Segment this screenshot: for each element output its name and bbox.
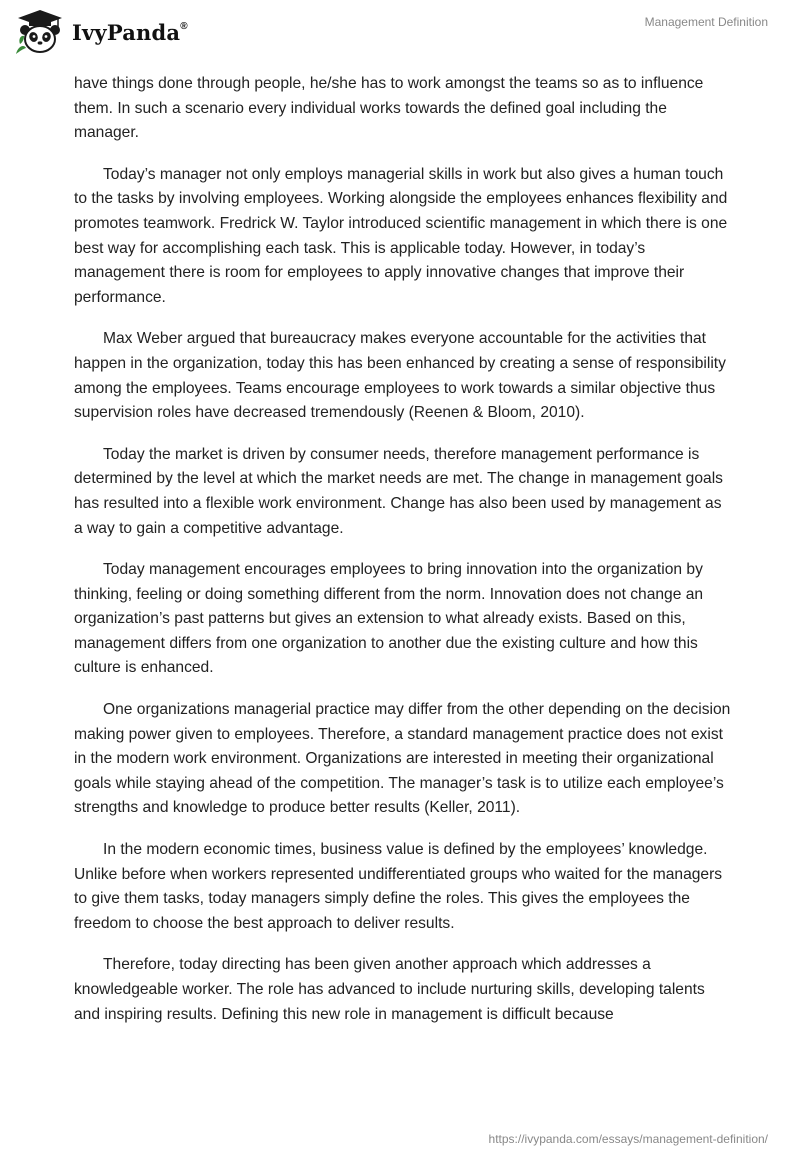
paragraph: In the modern economic times, business value is defined by the employees’ knowledge. Unlike before when workers represented undifferentiated groups who waited for the managers to give them tasks, today managers simply define the roles. This gives the employees the freedom to choose the best approach to deliver results.	[74, 841, 723, 932]
essay-body	[74, 72, 734, 1044]
paragraph: Therefore, today directing has been given another approach which addresses a knowledgeable worker. The role has advanced to include nurturing skills, developing talents and inspiring results. Defining this new role in management is difficult because	[74, 956, 705, 1023]
paragraph: Today management encourages employees to bring innovation into the organization by thinking, feeling or doing something different from the norm. Innovation does not change an organization’s past patterns but gives an extension to what already exists. Based on this, management differs from one organization to another due the existing culture and how this culture is enhanced.	[74, 561, 704, 677]
brand-name: IvyPanda®	[72, 19, 188, 45]
source-url[interactable]: https://ivypanda.com/essays/management-definition/	[488, 1132, 768, 1146]
ivypanda-logo[interactable]	[14, 8, 188, 56]
panda-graduate-icon	[14, 8, 66, 56]
document-title: Management Definition	[644, 15, 768, 29]
paragraph: have things done through people, he/she has to work amongst the teams so as to influence them. In such a scenario every individual works towards the defined goal including the manager.	[74, 75, 704, 142]
paragraph: Today’s manager not only employs managerial skills in work but also gives a human touch to the tasks by involving employees. Working alongside the employees enhances flexibility and promotes teamwork. Fredrick W. Taylor introduced scientific management in which there is one best way for accomplishing each task. This is applicable today. However, in today’s management there is room for employees to apply innovative changes that improve their performance.	[74, 165, 728, 306]
paragraph: Today the market is driven by consumer needs, therefore management performance is determined by the level at which the market needs are met. The change in management goals has resulted into a flexible work environment. Change has also been used by management as a way to gain a competitive advantage.	[74, 445, 723, 537]
page-header	[0, 0, 800, 64]
paragraph: One organizations managerial practice may differ from the other depending on the decision making power given to employees. Therefore, a standard management practice does not exist in the modern work environment. Organizations are interested in meeting their organizational goals while staying ahead of the competition. The manager’s task is to utilize each employee’s strengths and knowledge to produce better results (Keller, 2011).	[74, 701, 731, 817]
paragraph: Max Weber argued that bureaucracy makes everyone accountable for the activities that happen in the organization, today this has been enhanced by creating a sense of responsibility among the employees. Teams encourage employees to work towards a similar objective thus supervision roles have decreased tremendously (Reenen & Bloom, 2010).	[74, 330, 726, 422]
